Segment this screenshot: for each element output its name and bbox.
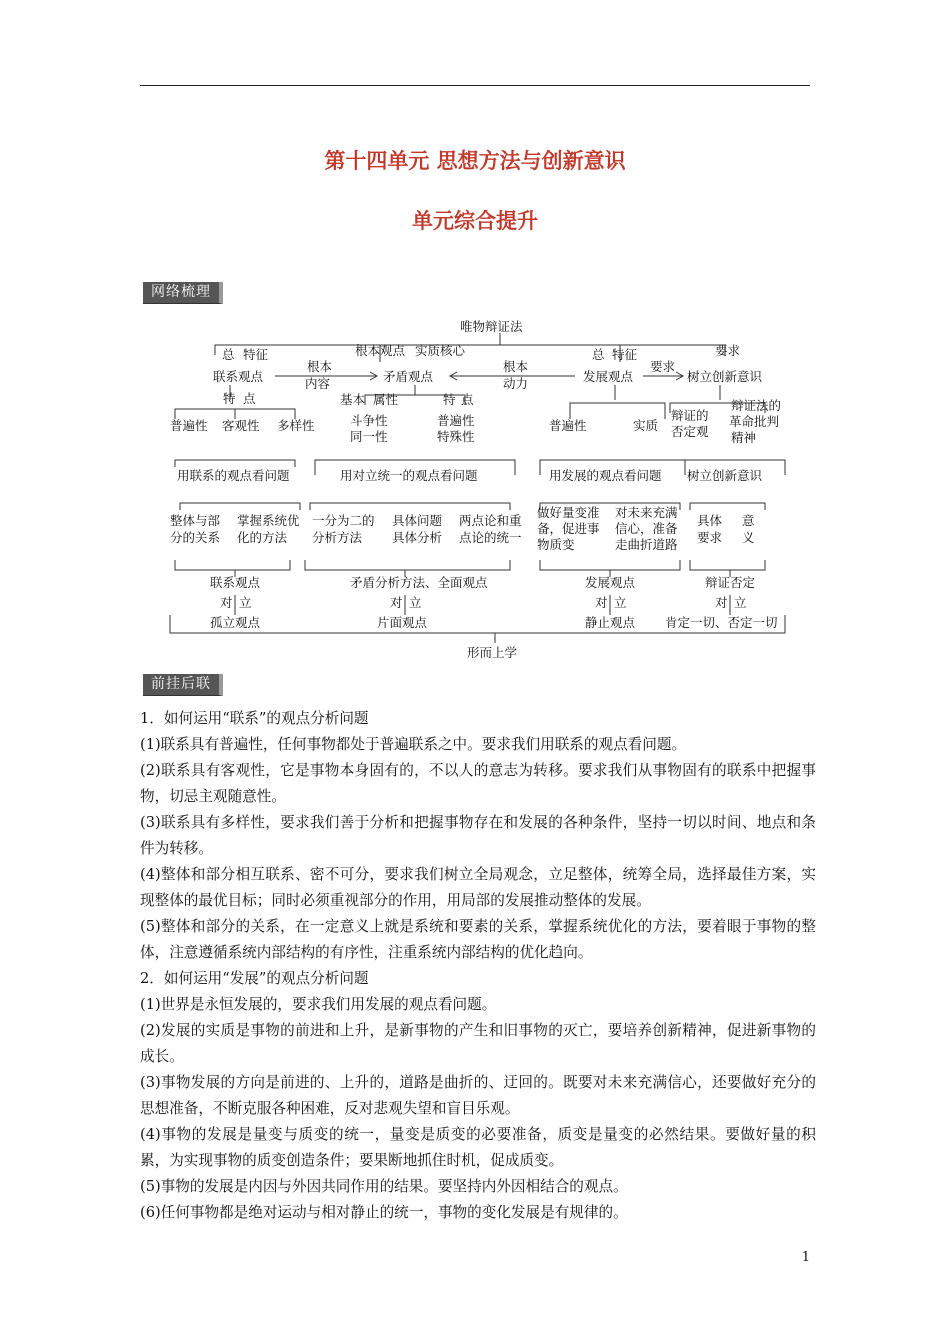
m1a: 整体与部 (170, 513, 221, 528)
m7a: 对未来充满 (615, 505, 678, 520)
node-keguanxing: 客观性 (222, 418, 260, 433)
node-maodun: 矛盾观点 (383, 369, 434, 384)
m5a: 两点论和重 (459, 513, 522, 528)
node-kan-lianxi: 用联系的观点看问题 (177, 468, 290, 483)
node-tongyi: 同一性 (350, 429, 388, 444)
paragraph: (4)事物的发展是量变与质变的统一，量变是质变的必要准备，质变是量变的必然结果。要做好量的积累，为实现事物的质变创造条件；要果断地抓住时机，促成质变。 (140, 1126, 816, 1169)
paragraph: (1)联系具有普遍性，任何事物都处于普遍联系之中。要求我们用联系的观点看问题。 (140, 736, 687, 753)
m6c: 物质变 (537, 537, 575, 552)
label-jiben: 基本 (340, 392, 366, 407)
node-shizhi: 实质 (633, 418, 659, 433)
m6a: 做好量变准 (537, 505, 600, 520)
m8b: 要求 (697, 530, 723, 545)
label-li-3: 立 (614, 595, 627, 610)
m3a: 一分为二的 (312, 513, 375, 528)
node-duoyangxing: 多样性 (277, 418, 315, 433)
m9a: 意 (742, 513, 755, 528)
heading-1: 1．如何运用“联系”的观点分析问题 (140, 710, 369, 727)
m8a: 具体 (697, 513, 723, 528)
m2b: 化的方法 (237, 530, 288, 545)
label-yaoqiu-top: 要求 (715, 343, 741, 358)
node-bianzheng-a: 辩证的 (671, 408, 709, 423)
node-geming: 革命批判 (729, 414, 780, 429)
node-gl-view: 孤立观点 (210, 615, 261, 630)
section-tag-network: 网络梳理 (143, 282, 223, 304)
node-shuli-2: 树立创新意识 (687, 468, 763, 483)
node-bianzheng-b: 辩证法的 (731, 398, 782, 413)
m4b: 具体分析 (392, 530, 443, 545)
node-fazhan: 发展观点 (583, 369, 634, 384)
label-dian2: 点 (461, 392, 474, 407)
label-dui-1: 对 (220, 595, 233, 610)
body-text (140, 706, 816, 1226)
label-dongli: 动力 (503, 376, 529, 391)
label-genben-guandian: 根本观点 (355, 343, 406, 358)
concept-map (165, 315, 795, 665)
page-number: 1 (801, 1250, 810, 1265)
node-lianxi: 联系观点 (213, 369, 264, 384)
node-pm-view: 片面观点 (377, 615, 428, 630)
node-fouding: 否定观 (671, 424, 709, 439)
node-jingshen: 精神 (731, 430, 757, 445)
paragraph: (1)世界是永恒发展的，要求我们用发展的观点看问题。 (140, 996, 497, 1013)
node-pubianxing-2: 普遍性 (437, 413, 475, 428)
paragraph: (3)联系具有多样性，要求我们善于分析和把握事物存在和发展的各种条件，坚持一切以时间、地点和条件为转移。 (140, 814, 816, 857)
paragraph: (5)事物的发展是内因与外因共同作用的结果。要坚持内外因相结合的观点。 (140, 1178, 628, 1195)
node-kd-view: 肯定一切、否定一切 (665, 615, 778, 630)
paragraph: (6)任何事物都是绝对运动与相对静止的统一，事物的变化发展是有规律的。 (140, 1204, 628, 1221)
m9b: 义 (742, 530, 755, 545)
subtitle: 单元综合提升 (412, 208, 538, 233)
label-shizhi-hexin: 实质核心 (415, 343, 466, 358)
label-tezheng-1: 特征 (243, 347, 269, 362)
label-shuxing: 属性 (373, 392, 399, 407)
paragraph: (2)联系具有客观性，它是事物本身固有的，不以人的意志为转移。要求我们从事物固有的联系中把握事物，切忌主观随意性。 (140, 762, 816, 805)
label-li-1: 立 (239, 595, 252, 610)
paragraph: (4)整体和部分相互联系、密不可分，要求我们树立全局观念，立足整体，统筹全局，选择最佳方案，实现整体的最优目标；同时必须重视部分的作用，用局部的发展推动整体的发展。 (140, 866, 816, 909)
node-pubianxing-3: 普遍性 (549, 418, 587, 433)
label-dian: 点 (243, 391, 256, 406)
heading-2: 2．如何运用“发展”的观点分析问题 (140, 970, 369, 987)
root-node: 唯物辩证法 (460, 319, 523, 334)
node-teshu: 特殊性 (437, 429, 475, 444)
node-md-view: 矛盾分析方法、全面观点 (350, 575, 488, 590)
node-pubianxing-1: 普遍性 (170, 418, 208, 433)
label-dui-4: 对 (715, 595, 728, 610)
label-zong-1: 总 (222, 347, 235, 362)
m7b: 信心，准备 (615, 521, 678, 536)
label-genben-b: 根本 (503, 359, 529, 374)
label-dui-2: 对 (390, 595, 403, 610)
node-bottom: 形而上学 (467, 645, 518, 660)
node-kan-duili: 用对立统一的观点看问题 (340, 468, 478, 483)
m4a: 具体问题 (392, 513, 443, 528)
node-shuli: 树立创新意识 (687, 369, 763, 384)
label-tezheng-2: 特征 (612, 347, 638, 362)
top-rule (140, 85, 810, 86)
node-bz-view: 辩证否定 (705, 575, 756, 590)
label-neirong: 内容 (305, 376, 331, 391)
m1b: 分的关系 (170, 530, 221, 545)
m7c: 走曲折道路 (615, 537, 678, 552)
unit-title: 第十四单元 思想方法与创新意识 (324, 148, 626, 173)
label-te: 特 (223, 391, 236, 406)
label-dui-3: 对 (595, 595, 608, 610)
m6b: 备，促进事 (537, 521, 600, 536)
node-douzheng: 斗争性 (350, 413, 388, 428)
paragraph: (5)整体和部分的关系，在一定意义上就是系统和要素的关系，掌握系统优化的方法，要着眼于事物的整体，注意遵循系统内部结构的有序性，注重系统内部结构的优化趋向。 (140, 918, 816, 961)
m3b: 分析方法 (312, 530, 363, 545)
section-tag-links: 前挂后联 (143, 674, 223, 696)
node-fz-view: 发展观点 (585, 575, 636, 590)
paragraph: (2)发展的实质是事物的前进和上升，是新事物的产生和旧事物的灭亡，要培养创新精神，促进新事物的成长。 (140, 1022, 816, 1065)
node-jz-view: 静止观点 (585, 615, 636, 630)
node-kan-fazhan: 用发展的观点看问题 (549, 468, 662, 483)
paragraph: (3)事物发展的方向是前进的、上升的，道路是曲折的、迂回的。既要对未来充满信心，还要做好充分的思想准备，不断克服各种困难，反对悲观失望和盲目乐观。 (140, 1074, 816, 1117)
label-zong-2: 总 (592, 347, 605, 362)
label-li-4: 立 (734, 595, 747, 610)
label-li-2: 立 (409, 595, 422, 610)
m5b: 点论的统一 (459, 530, 522, 545)
node-lx-view: 联系观点 (210, 575, 261, 590)
label-genben-a: 根本 (307, 359, 333, 374)
label-yaoqiu-mid: 要求 (650, 359, 676, 374)
label-te2: 特 (443, 392, 456, 407)
m2a: 掌握系统优 (237, 513, 300, 528)
